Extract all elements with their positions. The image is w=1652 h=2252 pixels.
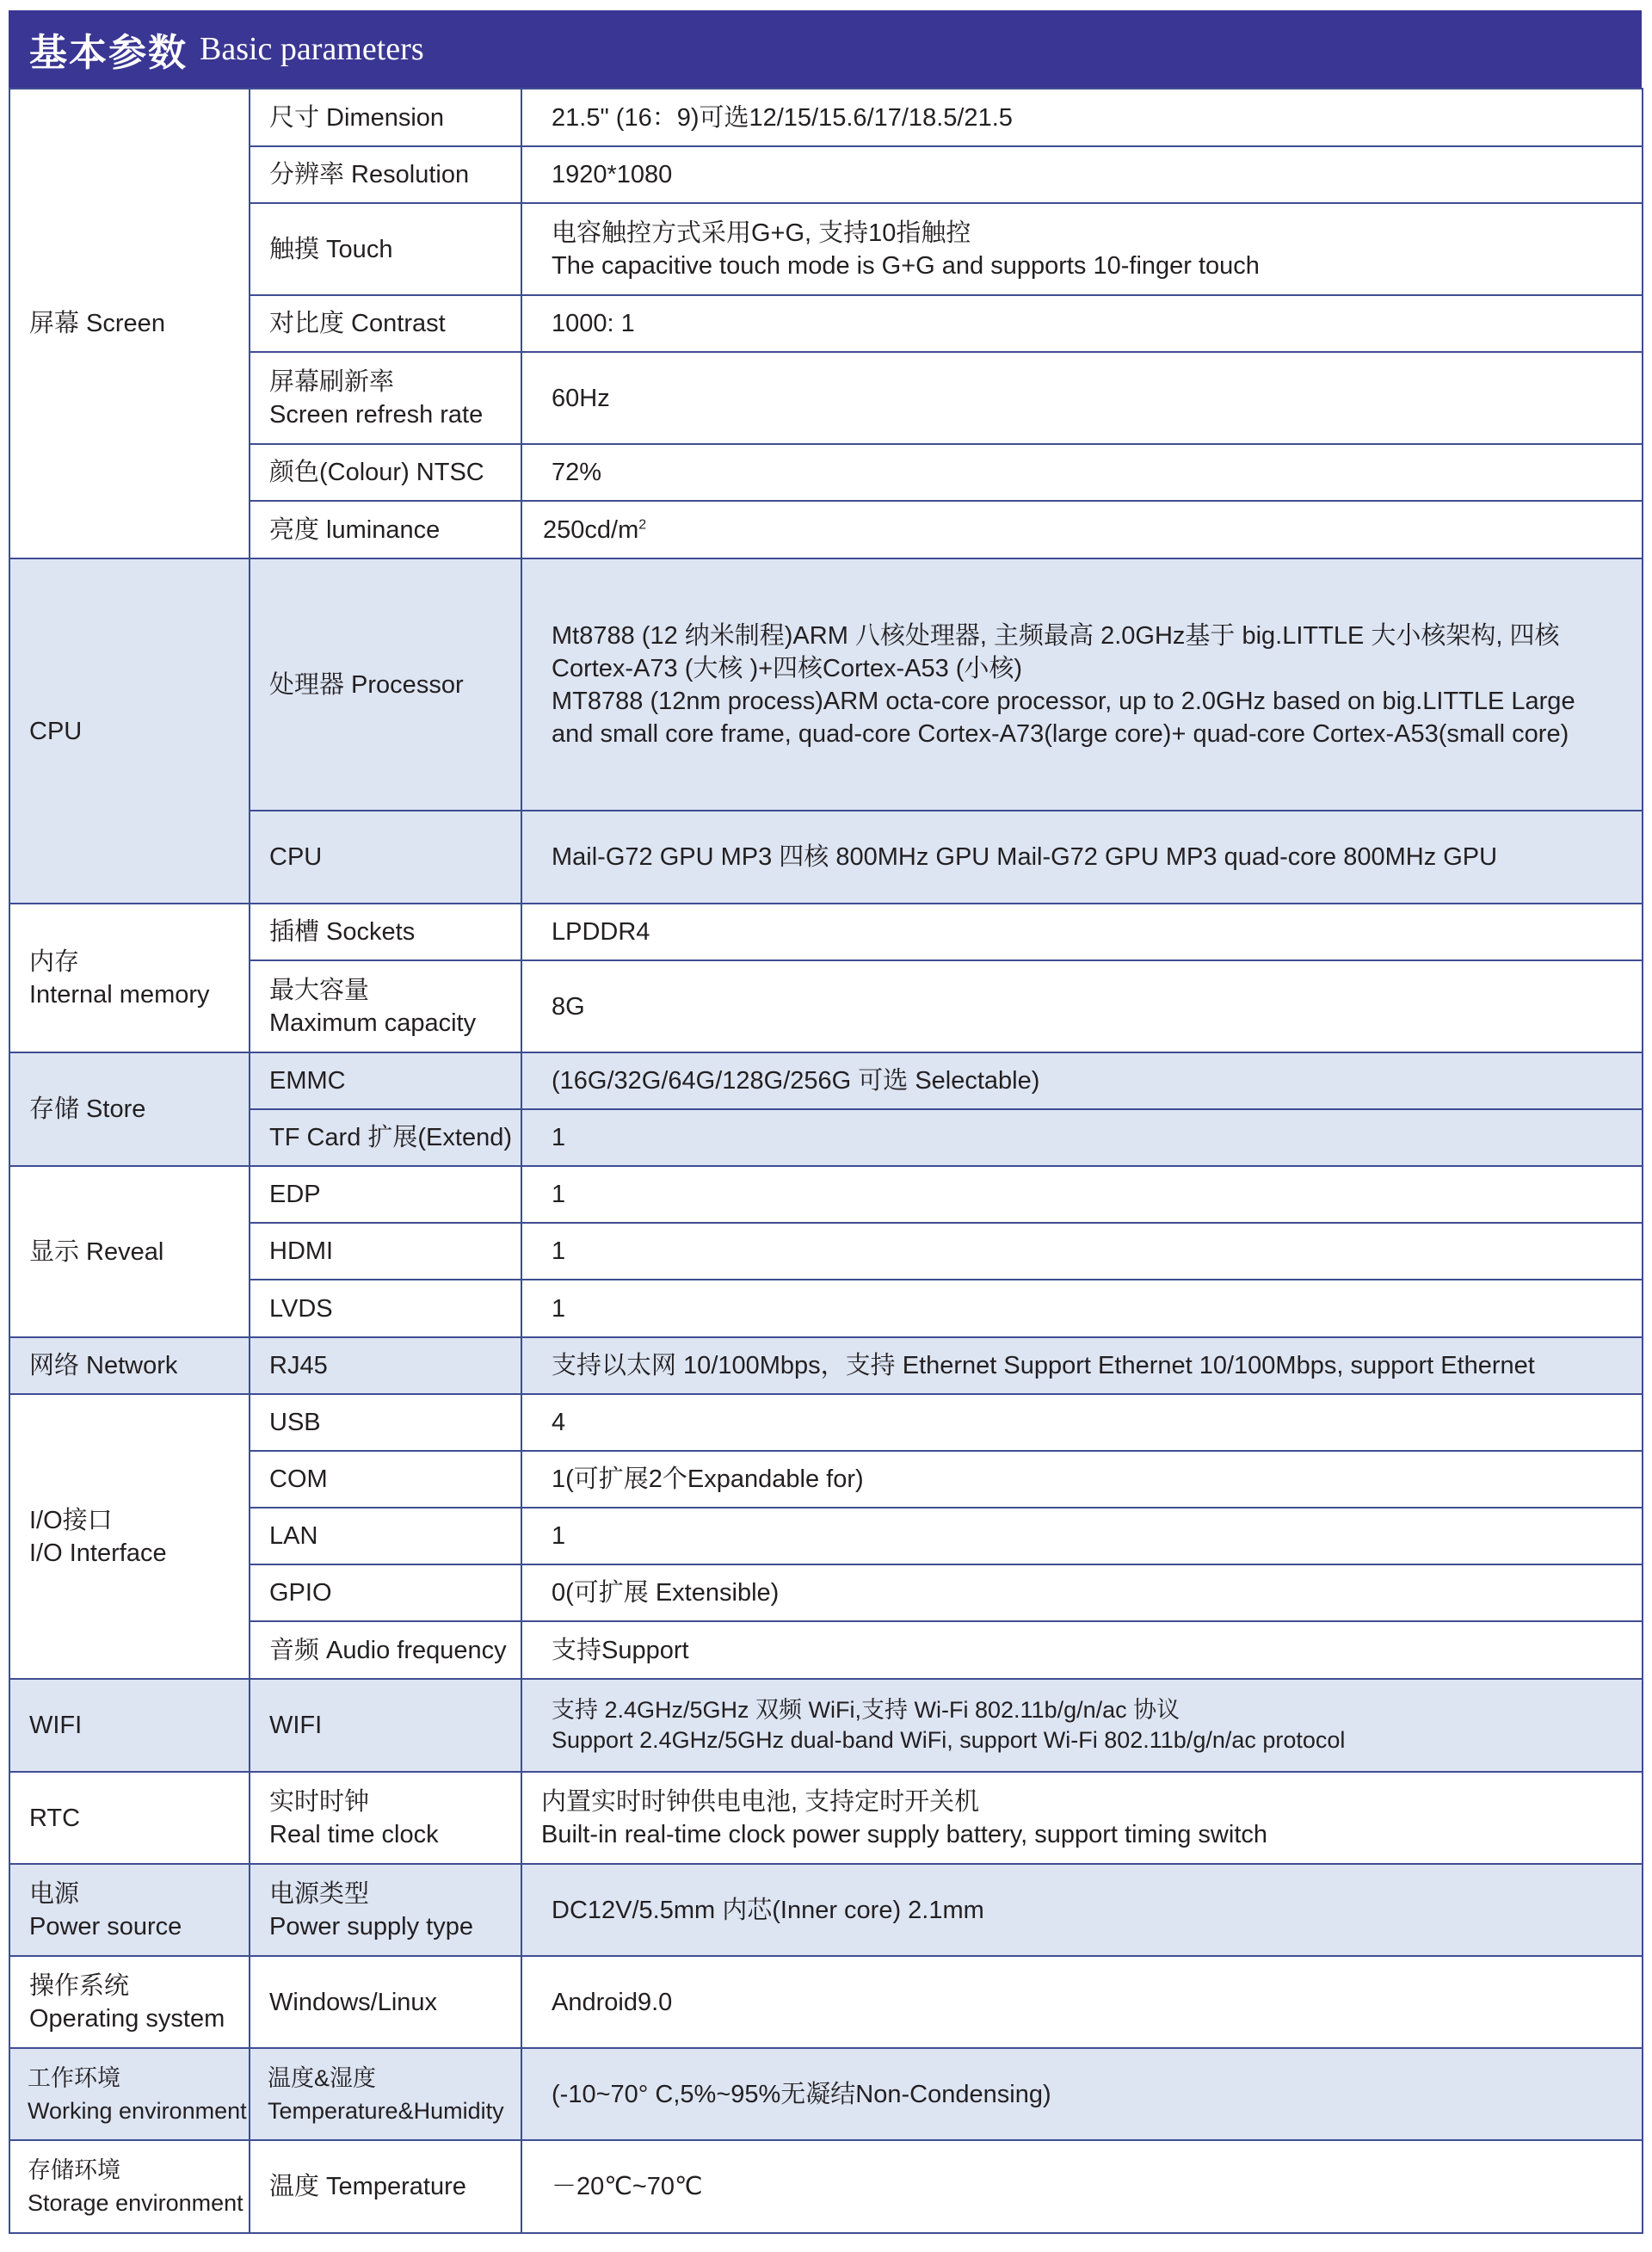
row-label: 实时时钟 Real time clock	[250, 1772, 521, 1864]
row-value: (16G/32G/64G/128G/256G 可选 Selectable)	[521, 1052, 1643, 1109]
row-label: 对比度 Contrast	[250, 295, 521, 352]
group-storage-environment: 存储环境 Storage environment	[9, 2140, 250, 2233]
row-value: 支持以太网 10/100Mbps，支持 Ethernet Support Ethernet 10/100Mbps, support Ethernet	[521, 1337, 1643, 1394]
row-label: 亮度 luminance	[250, 501, 521, 558]
row-value: 支持Support	[521, 1621, 1643, 1679]
row-value: Mail-G72 GPU MP3 四核 800MHz GPU Mail-G72 GPU MP3 quad-core 800MHz GPU	[521, 811, 1643, 904]
header-banner	[9, 10, 1642, 88]
row-label: GPIO	[250, 1564, 521, 1621]
row-value: 1	[521, 1223, 1643, 1280]
row-value: 1	[521, 1280, 1643, 1337]
group-working-environment: 工作环境 Working environment	[9, 2048, 250, 2140]
row-value: 1	[521, 1508, 1643, 1564]
row-label: EMMC	[250, 1052, 521, 1109]
row-label: 尺寸 Dimension	[250, 89, 521, 146]
group-io-interface: I/O接口 I/O Interface	[9, 1394, 250, 1679]
row-label: EDP	[250, 1166, 521, 1223]
row-label: WIFI	[250, 1679, 521, 1772]
row-label: USB	[250, 1394, 521, 1451]
group-screen: 屏幕 Screen	[9, 89, 250, 558]
row-label: 触摸 Touch	[250, 203, 521, 295]
row-value	[521, 501, 1643, 558]
spec-sheet	[9, 10, 1642, 2234]
group-store: 存储 Store	[9, 1052, 250, 1166]
row-value: 72%	[521, 444, 1643, 501]
group-operating-system: 操作系统 Operating system	[9, 1956, 250, 2048]
row-value: 支持 2.4GHz/5GHz 双频 WiFi,支持 Wi-Fi 802.11b/g/n/ac 协议 Support 2.4GHz/5GHz dual-band WiFi, support Wi-Fi 802.11b/g/n/ac protocol	[521, 1679, 1643, 1772]
row-value: 内置实时时钟供电电池, 支持定时开关机 Built-in real-time clock power supply battery, support timing switch	[521, 1772, 1643, 1864]
row-value: LPDDR4	[521, 904, 1643, 960]
row-label: 电源类型 Power supply type	[250, 1864, 521, 1956]
row-label: HDMI	[250, 1223, 521, 1280]
group-reveal: 显示 Reveal	[9, 1166, 250, 1337]
row-label: 温度 Temperature	[250, 2140, 521, 2233]
row-value: 0(可扩展 Extensible)	[521, 1564, 1643, 1621]
row-value: 1920*1080	[521, 146, 1643, 203]
row-label: 音频 Audio frequency	[250, 1621, 521, 1679]
header-title-en: Basic parameters	[200, 31, 424, 67]
group-power-source: 电源 Power source	[9, 1864, 250, 1956]
row-value: 1(可扩展2个Expandable for)	[521, 1451, 1643, 1508]
row-label: 最大容量 Maximum capacity	[250, 960, 521, 1052]
row-value: Mt8788 (12 纳米制程)ARM 八核处理器, 主频最高 2.0GHz基于 big.LITTLE 大小核架构, 四核 Cortex-A73 (大核 )+四核Cortex-A53 (小核) MT8788 (12nm process)ARM octa-core processor, up to 2.0GHz based on big.LITTLE Large and small core frame, quad-core Cortex-A73(large core)+ quad-core Cortex-A53(small core)	[521, 558, 1643, 811]
row-value: (-10~70° C,5%~95%无凝结Non-Condensing)	[521, 2048, 1643, 2140]
row-label: 颜色(Colour) NTSC	[250, 444, 521, 501]
group-network: 网络 Network	[9, 1337, 250, 1394]
row-value: Android9.0	[521, 1956, 1643, 2048]
row-label: LVDS	[250, 1280, 521, 1337]
row-label: RJ45	[250, 1337, 521, 1394]
row-value: 60Hz	[521, 352, 1643, 444]
parameters-table	[9, 88, 1643, 2234]
luminance-value: 250cd/m	[543, 515, 639, 544]
row-label: LAN	[250, 1508, 521, 1564]
group-wifi: WIFI	[9, 1679, 250, 1772]
row-value: DC12V/5.5mm 内芯(Inner core) 2.1mm	[521, 1864, 1643, 1956]
group-cpu: CPU	[9, 558, 250, 904]
row-value: 1	[521, 1166, 1643, 1223]
row-label: Windows/Linux	[250, 1956, 521, 2048]
row-label: 屏幕刷新率 Screen refresh rate	[250, 352, 521, 444]
row-label: 插槽 Sockets	[250, 904, 521, 960]
group-memory: 内存 Internal memory	[9, 904, 250, 1052]
row-label: 温度&湿度 Temperature&Humidity	[250, 2048, 521, 2140]
row-value: 1000: 1	[521, 295, 1643, 352]
row-label: CPU	[250, 811, 521, 904]
row-label: TF Card 扩展(Extend)	[250, 1109, 521, 1166]
row-value: 4	[521, 1394, 1643, 1451]
row-value: －20℃~70℃	[521, 2140, 1643, 2233]
row-label: COM	[250, 1451, 521, 1508]
row-value: 8G	[521, 960, 1643, 1052]
group-rtc: RTC	[9, 1772, 250, 1864]
row-label: 处理器 Processor	[250, 558, 521, 811]
row-value: 21.5" (16：9)可选12/15/15.6/17/18.5/21.5	[521, 89, 1643, 146]
header-title-zh: 基本参数	[29, 31, 188, 75]
luminance-superscript: 2	[638, 516, 647, 532]
row-value: 1	[521, 1109, 1643, 1166]
row-label: 分辨率 Resolution	[250, 146, 521, 203]
row-value: 电容触控方式采用G+G, 支持10指触控 The capacitive touch mode is G+G and supports 10-finger touch	[521, 203, 1643, 295]
